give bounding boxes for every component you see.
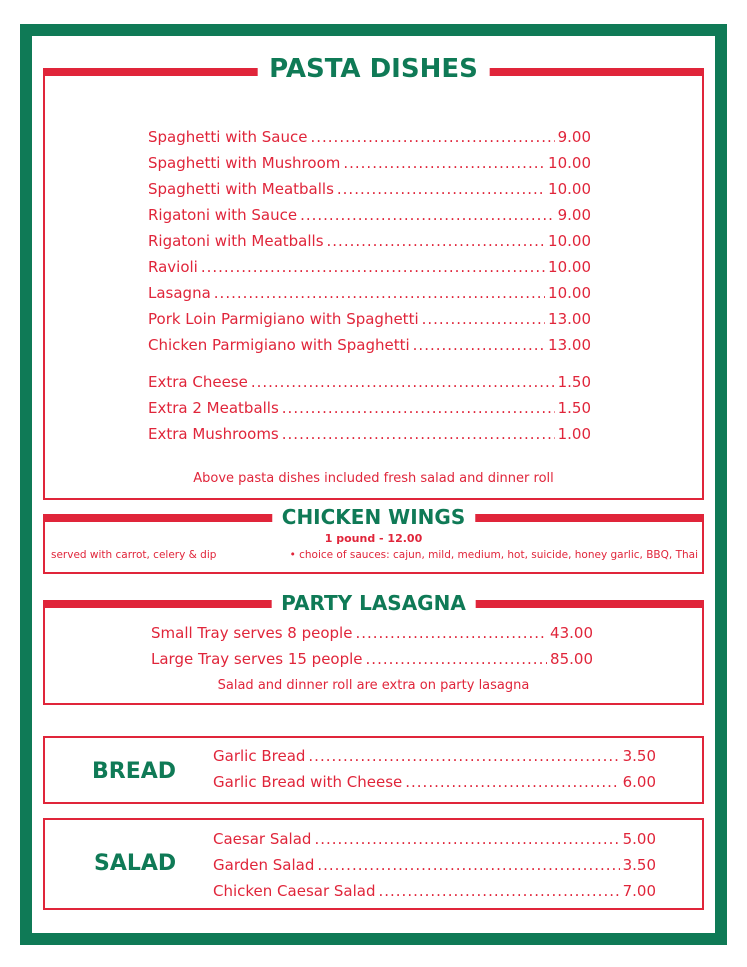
menu-item: Rigatoni with Sauce ..... 9.00 — [148, 202, 591, 228]
menu-item: Spaghetti with Sauce ..... 9.00 — [148, 124, 591, 150]
menu-item: Large Tray serves 15 people ..... 85.00 — [151, 646, 593, 672]
wings-served: served with carrot, celery & dip — [51, 549, 217, 561]
extra-item: Extra 2 Meatballs ..... 1.50 — [148, 395, 591, 421]
bread-section — [43, 736, 704, 804]
menu-item: Chicken Caesar Salad ..... 7.00 — [213, 878, 656, 904]
wings-price: 1 pound - 12.00 — [324, 532, 423, 545]
pasta-note: Above pasta dishes included fresh salad and dinner roll — [193, 471, 554, 486]
menu-item: Garlic Bread ..... 3.50 — [213, 743, 656, 769]
extra-item: Extra Mushrooms ..... 1.00 — [148, 421, 591, 447]
wings-sauces: • choice of sauces: cajun, mild, medium, hot, suicide, honey garlic, BBQ, Thai — [289, 549, 698, 561]
menu-item: Caesar Salad ..... 5.00 — [213, 826, 656, 852]
pasta-section — [43, 54, 704, 500]
bread-title: BREAD — [92, 759, 177, 784]
menu-item: Lasagna ..... 10.00 — [148, 280, 591, 306]
wings-section — [43, 505, 704, 574]
extra-item: Extra Cheese ..... 1.50 — [148, 369, 591, 395]
menu-item: Spaghetti with Mushroom ..... 10.00 — [148, 150, 591, 176]
pasta-heading: PASTA DISHES — [257, 56, 490, 82]
party-note: Salad and dinner roll are extra on party lasagna — [217, 678, 530, 693]
salad-section — [43, 818, 704, 910]
wings-heading: CHICKEN WINGS — [272, 507, 475, 527]
menu-item: Spaghetti with Meatballs ..... 10.00 — [148, 176, 591, 202]
menu-item: Garlic Bread with Cheese ..... 6.00 — [213, 769, 656, 795]
wings-details — [51, 549, 698, 561]
menu-item: Garden Salad ..... 3.50 — [213, 852, 656, 878]
menu-item: Small Tray serves 8 people ..... 43.00 — [151, 620, 593, 646]
menu-item: Rigatoni with Meatballs ..... 10.00 — [148, 228, 591, 254]
salad-title: SALAD — [94, 851, 177, 876]
party-lasagna-section — [43, 591, 704, 705]
menu-item: Ravioli ..... 10.00 — [148, 254, 591, 280]
menu-item: Chicken Parmigiano with Spaghetti ..... 13.00 — [148, 332, 591, 358]
party-lasagna-heading: PARTY LASAGNA — [271, 593, 476, 613]
menu-item: Pork Loin Parmigiano with Spaghetti ..... 13.00 — [148, 306, 591, 332]
